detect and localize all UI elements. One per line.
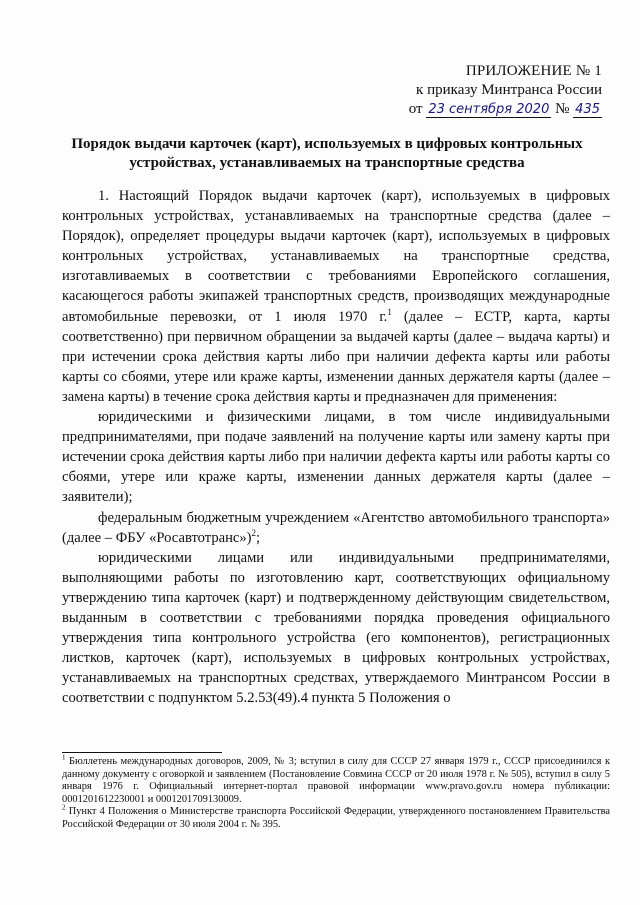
- number-prefix: №: [555, 101, 570, 117]
- footnote-ref-2: 2: [251, 527, 257, 538]
- footnote-1-mark: 1: [62, 753, 66, 762]
- footnote-ref-1: 1: [387, 306, 392, 317]
- paragraph-1: [62, 186, 610, 407]
- paragraph-1-text-b: (далее – ЕСТР, карта, карты соответственно) при первичном обращении за выдачей карты (далее – выдача карты) и при истечении срока действия карты либо при наличии дефекта карты или работы карты со сбоями, утере или краже карты, изменении данных держателя карты (далее – замена карты) в течение срока действия карты и предназначен для применения:: [62, 308, 610, 405]
- paragraph-3: [62, 508, 610, 548]
- handwritten-number: 435: [575, 102, 600, 117]
- document-title: Порядок выдачи карточек (карт), используемых в цифровых контрольных устройствах, устанавливаемых на транспортные средства: [71, 136, 583, 171]
- footnotes: [62, 753, 610, 832]
- footnote-2-text: Пункт 4 Положения о Министерстве транспорта Российской Федерации, утвержденного постановлением Правительства Российской Федерации от 30 июля 2004 г. № 395.: [62, 806, 610, 830]
- annex-order-reference: к приказу Минтранса России: [416, 82, 602, 98]
- footnote-1: [62, 753, 610, 806]
- annex-header: [372, 62, 602, 119]
- annex-title: ПРИЛОЖЕНИЕ № 1: [465, 63, 602, 79]
- footnote-2-mark: 2: [62, 803, 66, 812]
- paragraph-1-text-a: 1. Настоящий Порядок выдачи карточек (карт), используемых в цифровых контрольных устройствах, устанавливаемых на транспортные средства (далее – Порядок), определяет процедуры выдачи карточек (карт), используемых в цифровых контрольных устройствах, устанавливаемых на транспортные средства, изготавливаемых в соответствии с требованиями Европейского соглашения, касающегося работы экипажей транспортных средств, производящих международные автомобильные перевозки, от 1 июля 1970 г.: [62, 188, 610, 325]
- paragraph-3-text-a: федеральным бюджетным учреждением «Агентство автомобильного транспорта» (далее – ФБУ «Росавтотранс»): [62, 509, 610, 546]
- paragraph-3-text-b: ;: [256, 529, 261, 546]
- document-body: [62, 186, 610, 708]
- handwritten-date: 23 сентября 2020: [428, 102, 550, 117]
- annex-date-line: [372, 100, 602, 119]
- footnote-2: [62, 803, 610, 831]
- date-prefix: от: [408, 101, 423, 117]
- footnote-separator: [62, 752, 222, 753]
- paragraph-4: юридическими лицами или индивидуальными предпринимателями, выполняющими работы по изготовлению карт, соответствующих официальному утверждению типа карточек (карт) и подтвержденному действующим свидетельством, выданным в соответствии с требованиями порядка проведения официального утверждения типа контрольного устройства (его компонентов), регистрационных листков, карточек (карт), используемых в цифровых контрольных устройствах, устанавливаемых на транспортных средствах, утверждаемого Минтрансом России в соответствии с подпунктом 5.2.53(49).4 пункта 5 Положения о: [62, 549, 610, 707]
- paragraph-2: юридическими и физическими лицами, в том числе индивидуальными предпринимателями, при подаче заявлений на получение карты или замену карты при истечении срока действия карты либо при наличии дефекта карты или работы карты со сбоями, утере или краже карты, изменении данных держателя карты (далее – заявители);: [62, 409, 610, 506]
- footnote-1-text: Бюллетень международных договоров, 2009, № 3; вступил в силу для СССР 27 января 1979 г., СССР присоединился к данному документу с оговоркой и заявлением (Постановление Совмина СССР от 20 июля 1978 г. № 505), вступил в силу 5 января 1976 г. Официальный интернет-портал правовой информации www.pravo.gov.ru номера публикации: 0001201612230001 и 0001201709130009.: [62, 756, 610, 805]
